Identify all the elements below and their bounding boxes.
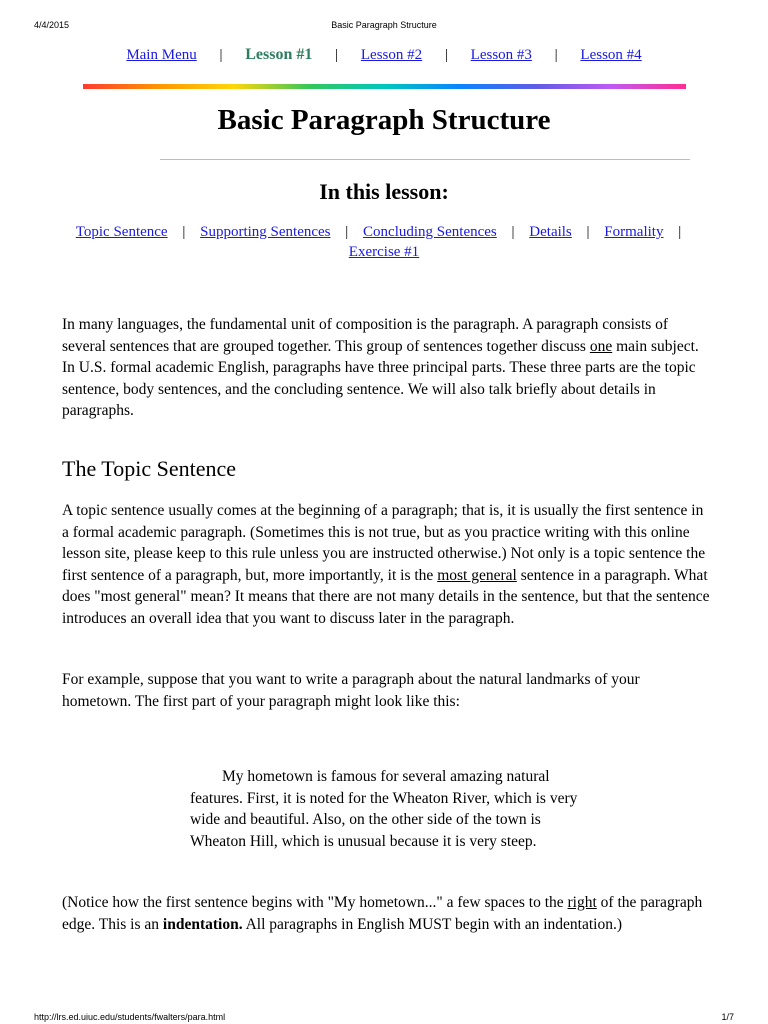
nav-main-menu-link[interactable]: Main Menu <box>126 47 197 63</box>
nav-separator: | <box>444 47 448 63</box>
print-page-number: 1/7 <box>721 1012 734 1022</box>
print-header <box>0 0 768 40</box>
emphasis-one: one <box>589 337 613 355</box>
print-title: Basic Paragraph Structure <box>331 20 437 30</box>
example-intro-paragraph: For example, suppose that you want to write a paragraph about the natural landmarks of your hometown. The first part of your paragraph might look like this: <box>62 671 640 710</box>
section-supporting-sentences-link[interactable]: Supporting Sentences <box>200 224 331 240</box>
nav-lesson4-link[interactable]: Lesson #4 <box>580 47 642 63</box>
nav-current-lesson: Lesson #1 <box>245 46 313 63</box>
section-exercise1-link[interactable]: Exercise #1 <box>348 244 420 260</box>
print-url: http://lrs.ed.uiuc.edu/students/fwalters/para.html <box>34 1012 226 1022</box>
section-topic-sentence-link[interactable]: Topic Sentence <box>75 224 168 240</box>
emphasis-right: right <box>567 894 597 911</box>
lesson-sections-nav <box>40 222 728 262</box>
nav-separator: | <box>219 47 223 63</box>
nav-separator: | <box>335 47 339 63</box>
nav-separator: | <box>554 47 558 63</box>
section-concluding-sentences-link[interactable]: Concluding Sentences <box>363 224 497 240</box>
lesson-heading: In this lesson: <box>319 179 449 204</box>
nav-separator: | <box>345 224 349 240</box>
intro-paragraph: In many languages, the fundamental unit of composition is the paragraph. A paragraph consists of several sentences that are grouped together. This group of sentences together discuss one main subject. In U.S. formal academic English, paragraphs have three principal parts. These three parts are the topic sentence, body sentences, and the concluding sentence. We will also talk briefly about details in paragraphs. <box>62 316 699 419</box>
section-formality-link[interactable]: Formality <box>604 224 664 240</box>
title-rule <box>160 159 690 160</box>
rainbow-divider <box>83 84 686 89</box>
top-nav <box>0 46 768 64</box>
example-paragraph: My hometown is famous for several amazing natural features. First, it is noted for the Wheaton River, which is very wide and beautiful. Also, on the other side of the town is Wheaton Hill, which is unusual because it is very steep. <box>190 768 578 850</box>
page-title: Basic Paragraph Structure <box>217 104 551 136</box>
emphasis-indentation: indentation. <box>162 915 243 933</box>
indentation-note-paragraph: (Notice how the first sentence begins with "My hometown..." a few spaces to the right of the paragraph edge. This is an indentation. All paragraphs in English MUST begin with an indentation.) <box>62 894 703 933</box>
section-details-link[interactable]: Details <box>529 224 572 240</box>
nav-separator: | <box>678 224 682 240</box>
print-date: 4/4/2015 <box>34 20 70 30</box>
emphasis-most-general: most general <box>437 566 517 584</box>
topic-sentence-paragraph: A topic sentence usually comes at the beginning of a paragraph; that is, it is usually the first sentence in a formal academic paragraph. (Sometimes this is not true, but as you practice writing with this online lesson site, please keep to this rule unless you are instructed otherwise.) Not only is a topic sentence the first sentence of a paragraph, but, more importantly, it is the most general sentence in a paragraph. What does "most general" mean? It means that there are not many details in the sentence, but that the sentence introduces an overall idea that you want to discuss later in the paragraph. <box>62 502 710 627</box>
nav-lesson2-link[interactable]: Lesson #2 <box>360 47 423 63</box>
topic-sentence-heading: The Topic Sentence <box>62 456 236 481</box>
nav-separator: | <box>586 224 590 240</box>
nav-separator: | <box>182 224 186 240</box>
nav-separator: | <box>511 224 515 240</box>
nav-lesson3-link[interactable]: Lesson #3 <box>470 47 532 63</box>
